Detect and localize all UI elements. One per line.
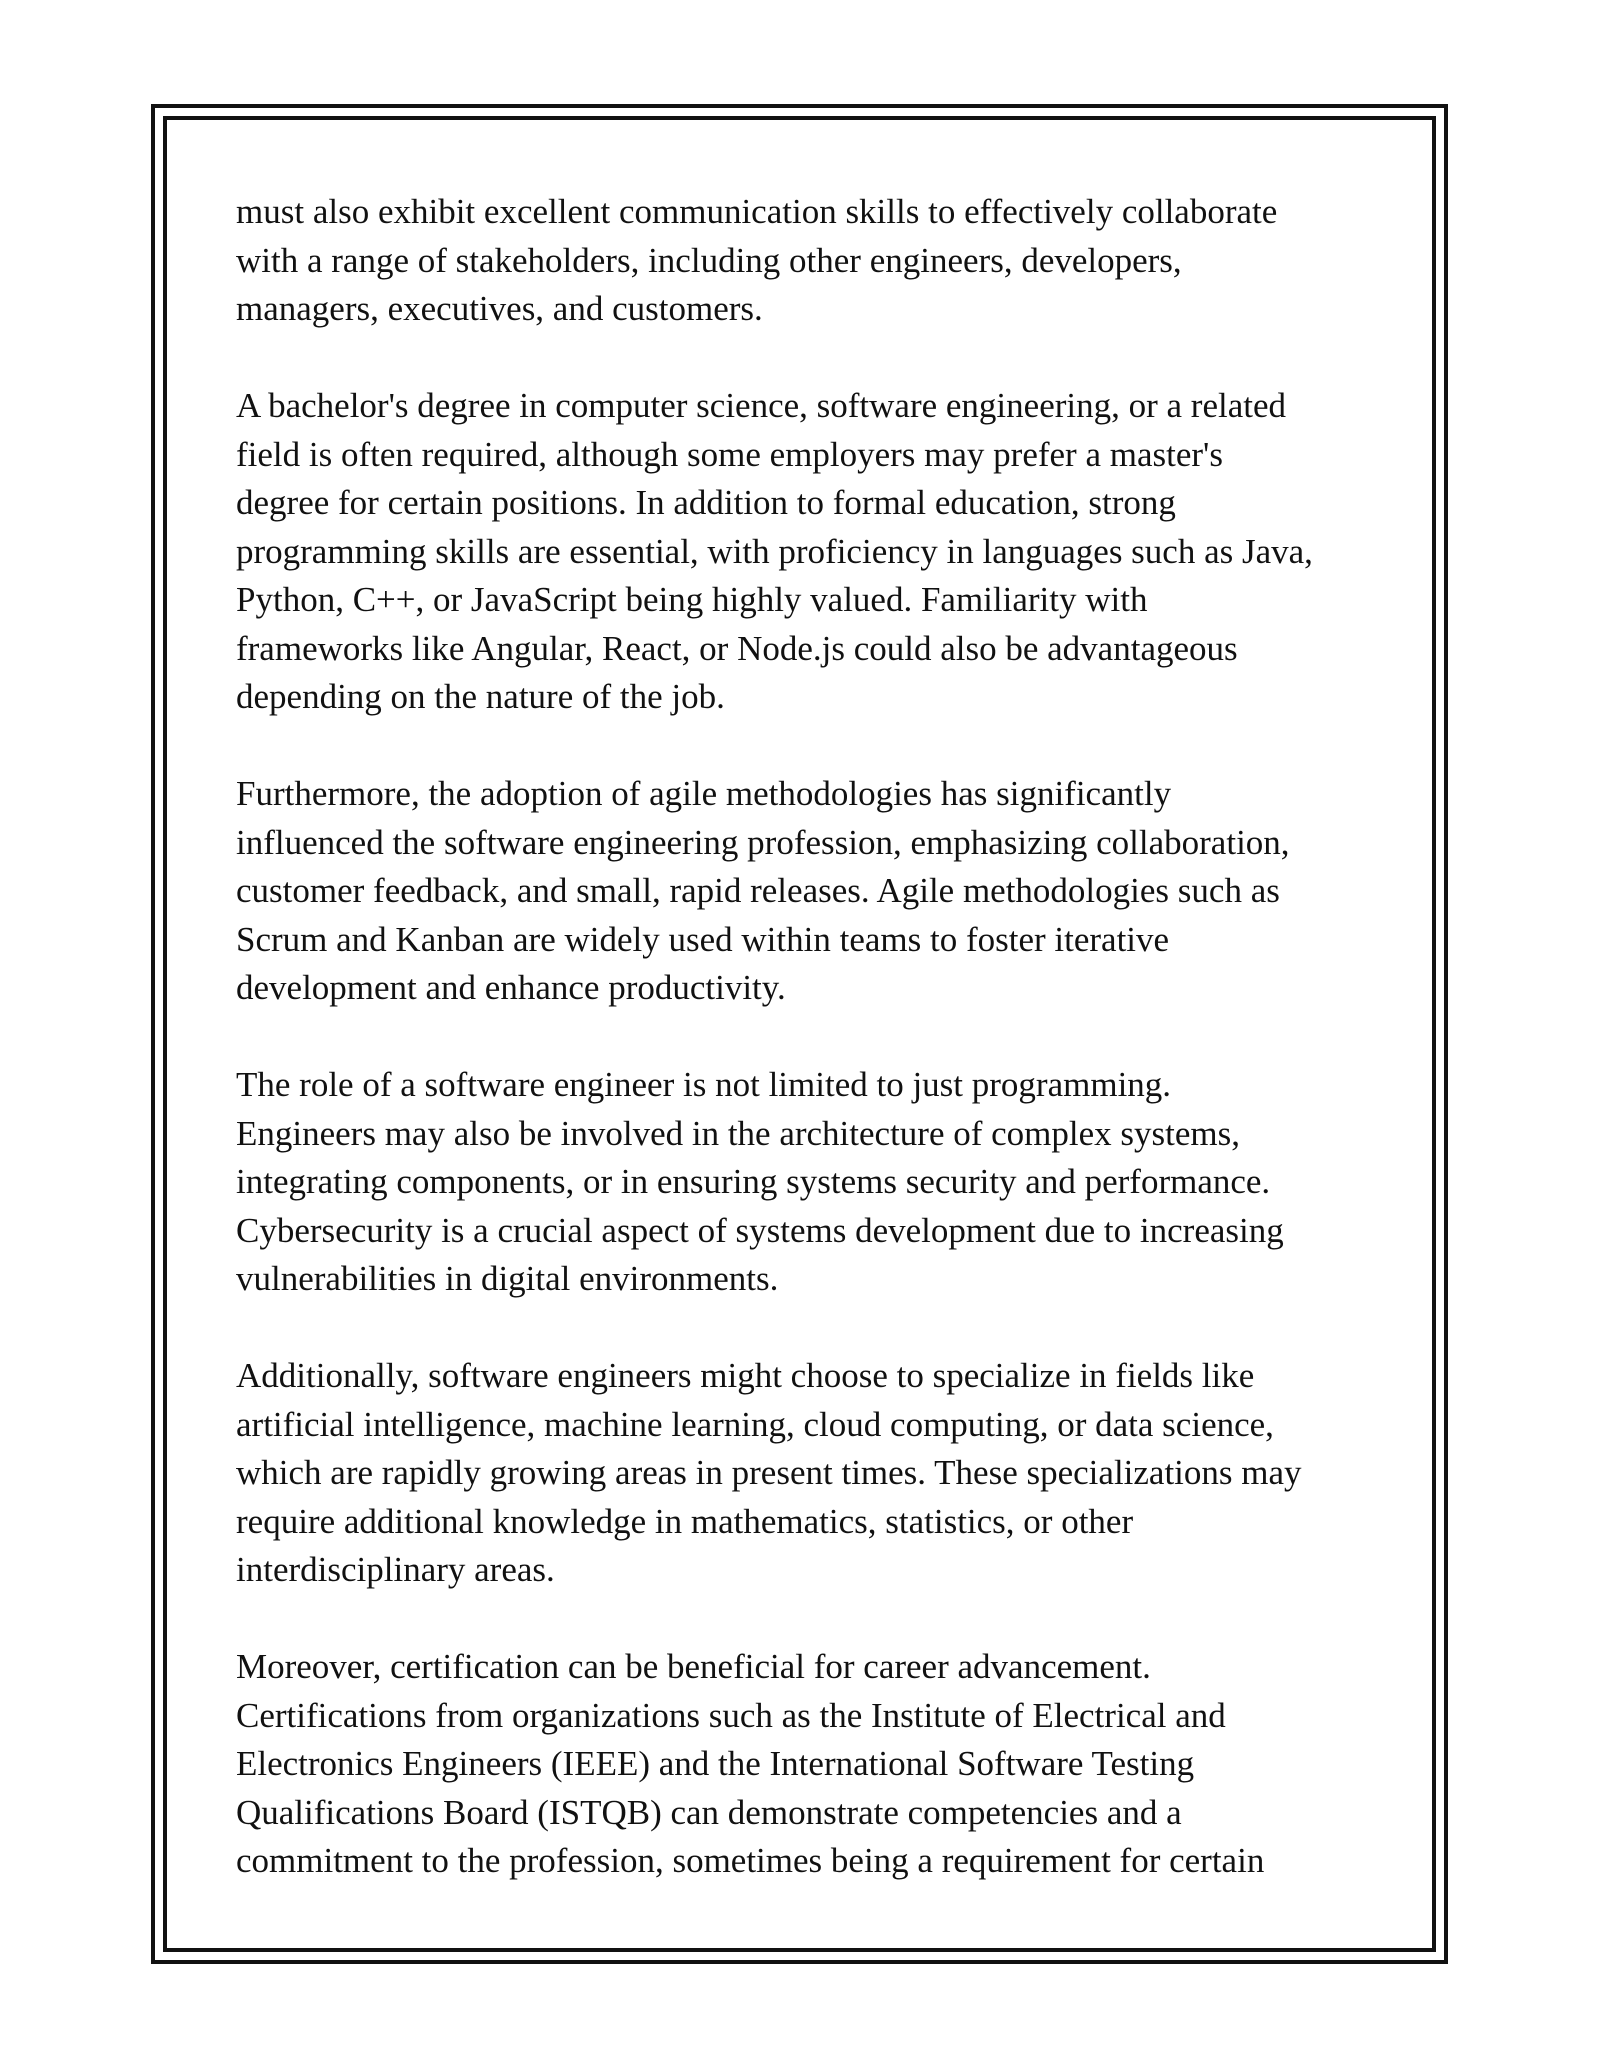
text-line: interdisciplinary areas. — [236, 1550, 555, 1589]
paragraph-role — [236, 1061, 1376, 1304]
text-line: with a range of stakeholders, including other engineers, developers, — [236, 240, 1182, 280]
text-line: frameworks like Angular, React, or Node.js could also be advantageous — [236, 628, 1238, 668]
text-line: programming skills are essential, with proficiency in languages such as Java, — [236, 531, 1313, 571]
text-line: Scrum and Kanban are widely used within teams to foster iterative — [236, 919, 1170, 959]
text-line: managers, executives, and customers. — [236, 289, 763, 328]
text-line: Cybersecurity is a crucial aspect of systems development due to increasing — [236, 1210, 1284, 1250]
paragraph-specialization — [236, 1352, 1376, 1595]
text-line: Python, C++, or JavaScript being highly valued. Familiarity with — [236, 580, 1148, 619]
text-line: depending on the nature of the job. — [236, 677, 725, 716]
text-line: influenced the software engineering profession, emphasizing collaboration, — [236, 822, 1290, 862]
text-line: degree for certain positions. In addition to formal education, strong — [236, 483, 1176, 522]
text-line: Additionally, software engineers might choose to specialize in fields like — [236, 1356, 1255, 1395]
text-line: commitment to the profession, sometimes being a requirement for certain — [236, 1841, 1265, 1880]
text-line: vulnerabilities in digital environments. — [236, 1259, 779, 1298]
paragraph-certification — [236, 1643, 1376, 1886]
text-line: field is often required, although some employers may prefer a master's — [236, 434, 1223, 474]
text-line: development and enhance productivity. — [236, 968, 786, 1007]
text-line: Electronics Engineers (IEEE) and the International Software Testing — [236, 1744, 1195, 1783]
text-line: Furthermore, the adoption of agile methodologies has significantly — [236, 774, 1172, 813]
text-line: integrating components, or in ensuring systems security and performance. — [236, 1162, 1271, 1201]
text-line: require additional knowledge in mathematics, statistics, or other — [236, 1501, 1134, 1541]
paragraph-communication — [236, 188, 1376, 334]
text-line: which are rapidly growing areas in present times. These specializations may — [236, 1453, 1302, 1492]
text-line: customer feedback, and small, rapid releases. Agile methodologies such as — [236, 871, 1280, 910]
text-line: Engineers may also be involved in the architecture of complex systems, — [236, 1113, 1241, 1153]
text-line: Moreover, certification can be beneficial for career advancement. — [236, 1647, 1151, 1686]
text-line: artificial intelligence, machine learning, cloud computing, or data science, — [236, 1404, 1274, 1444]
text-line: must also exhibit excellent communication skills to effectively collaborate — [236, 192, 1278, 231]
text-line: The role of a software engineer is not limited to just programming. — [236, 1065, 1172, 1104]
document-body — [236, 188, 1376, 1934]
paragraph-agile — [236, 770, 1376, 1013]
text-line: A bachelor's degree in computer science, software engineering, or a related — [236, 386, 1286, 425]
text-line: Qualifications Board (ISTQB) can demonstrate competencies and a — [236, 1792, 1182, 1832]
text-line: Certifications from organizations such as the Institute of Electrical and — [236, 1695, 1226, 1735]
paragraph-education — [236, 382, 1376, 722]
